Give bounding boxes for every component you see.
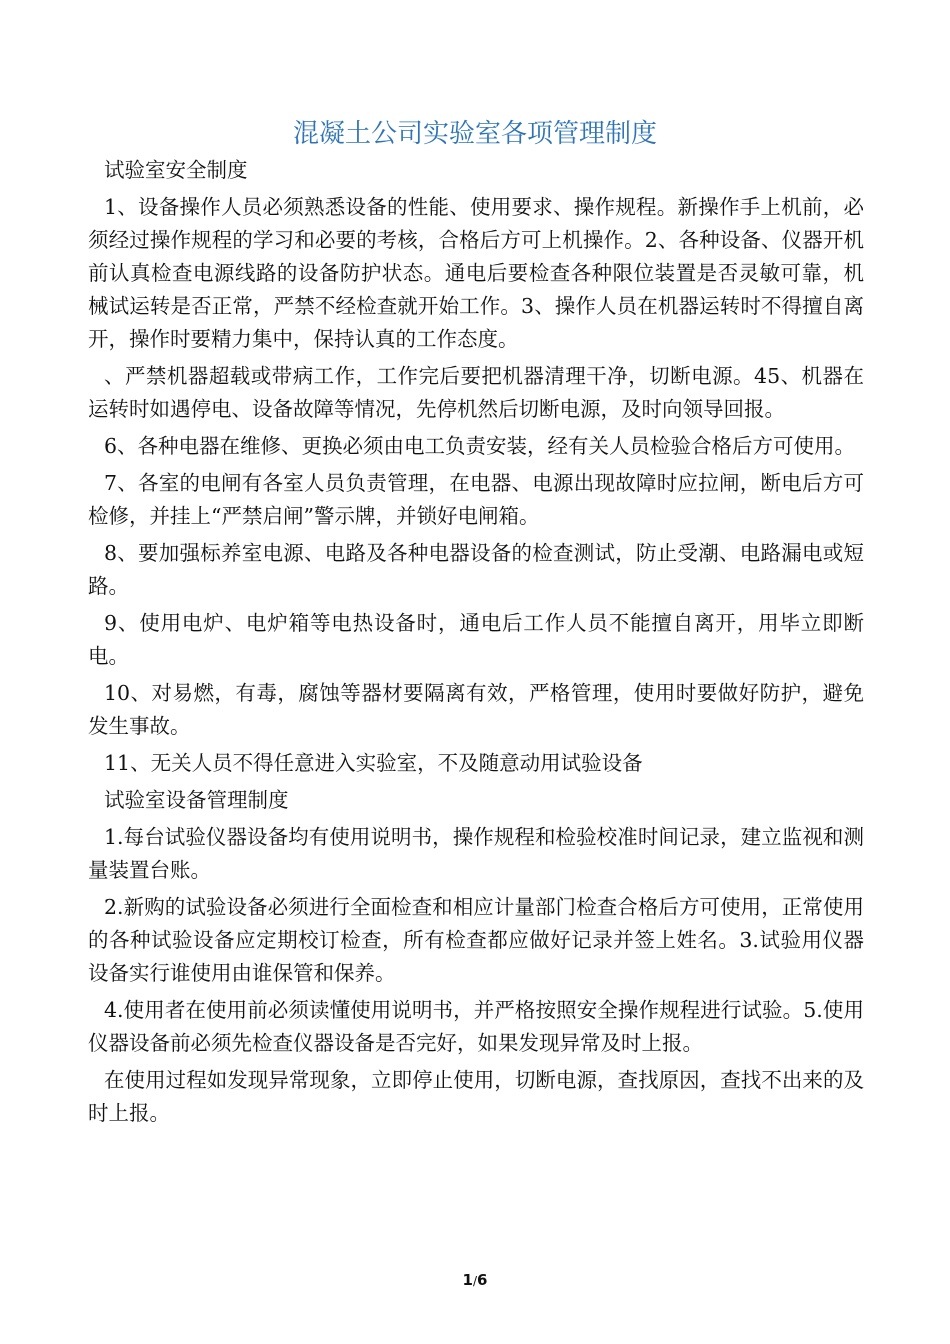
total-page-count: 6 xyxy=(477,1271,488,1289)
paragraph-safety-11: 11、无关人员不得任意进入实验室，不及随意动用试验设备 xyxy=(104,751,643,775)
page-number-separator: / xyxy=(472,1274,478,1288)
paragraph-safety-9: 9、使用电炉、电炉箱等电热设备时，通电后工作人员不能擅自离开，用毕立即断电。 xyxy=(88,611,864,668)
paragraph-equipment-4-5: 4.使用者在使用前必须读懂使用说明书，并严格按照安全操作规程进行试验。5.使用仪器设备前必须先检查仪器设备是否完好，如果发现异常及时上报。 xyxy=(88,998,864,1055)
paragraph-equipment-1: 1.每台试验仪器设备均有使用说明书，操作规程和检验校准时间记录，建立监视和测量装置台账。 xyxy=(88,825,864,882)
section-heading-equipment: 试验室设备管理制度 xyxy=(104,788,289,812)
paragraph-safety-7: 7、各室的电闸有各室人员负责管理，在电器、电源出现故障时应拉闸，断电后方可检修，并挂上“严禁启闸”警示牌，并锁好电闸箱。 xyxy=(88,471,864,528)
page-number xyxy=(0,1270,950,1291)
section-heading-safety: 试验室安全制度 xyxy=(104,158,248,182)
paragraph-safety-4-5: 、严禁机器超载或带病工作，工作完后要把机器清理干净，切断电源。45、机器在运转时如遇停电、设备故障等情况，先停机然后切断电源，及时向领导回报。 xyxy=(88,364,864,421)
document-title: 混凝土公司实验室各项管理制度 xyxy=(292,119,657,149)
paragraph-equipment-2-3: 2.新购的试验设备必须进行全面检查和相应计量部门检查合格后方可使用，正常使用的各种试验设备应定期校订检查，所有检查都应做好记录并签上姓名。3.试验用仪器设备实行谁使用由谁保管和保养。 xyxy=(88,895,864,985)
paragraph-equipment-abnormal: 在使用过程如发现异常现象，立即停止使用，切断电源，查找原因，查找不出来的及时上报。 xyxy=(88,1068,864,1125)
current-page-number: 1 xyxy=(462,1271,473,1289)
document-body xyxy=(88,154,864,1134)
paragraph-safety-8: 8、要加强标养室电源、电路及各种电器设备的检查测试，防止受潮、电路漏电或短路。 xyxy=(88,541,864,598)
paragraph-safety-1-3: 1、设备操作人员必须熟悉设备的性能、使用要求、操作规程。新操作手上机前，必须经过操作规程的学习和必要的考核，合格后方可上机操作。2、各种设备、仪器开机前认真检查电源线路的设备防护状态。通电后要检查各种限位装置是否灵敏可靠，机械试运转是否正常，严禁不经检查就开始工作。3、操作人员在机器运转时不得擅自离开，操作时要精力集中，保持认真的工作态度。 xyxy=(88,195,864,351)
paragraph-safety-10: 10、对易燃，有毒，腐蚀等器材要隔离有效，严格管理，使用时要做好防护，避免发生事故。 xyxy=(88,681,864,738)
paragraph-safety-6: 6、各种电器在维修、更换必须由电工负责安装，经有关人员检验合格后方可使用。 xyxy=(104,434,856,458)
